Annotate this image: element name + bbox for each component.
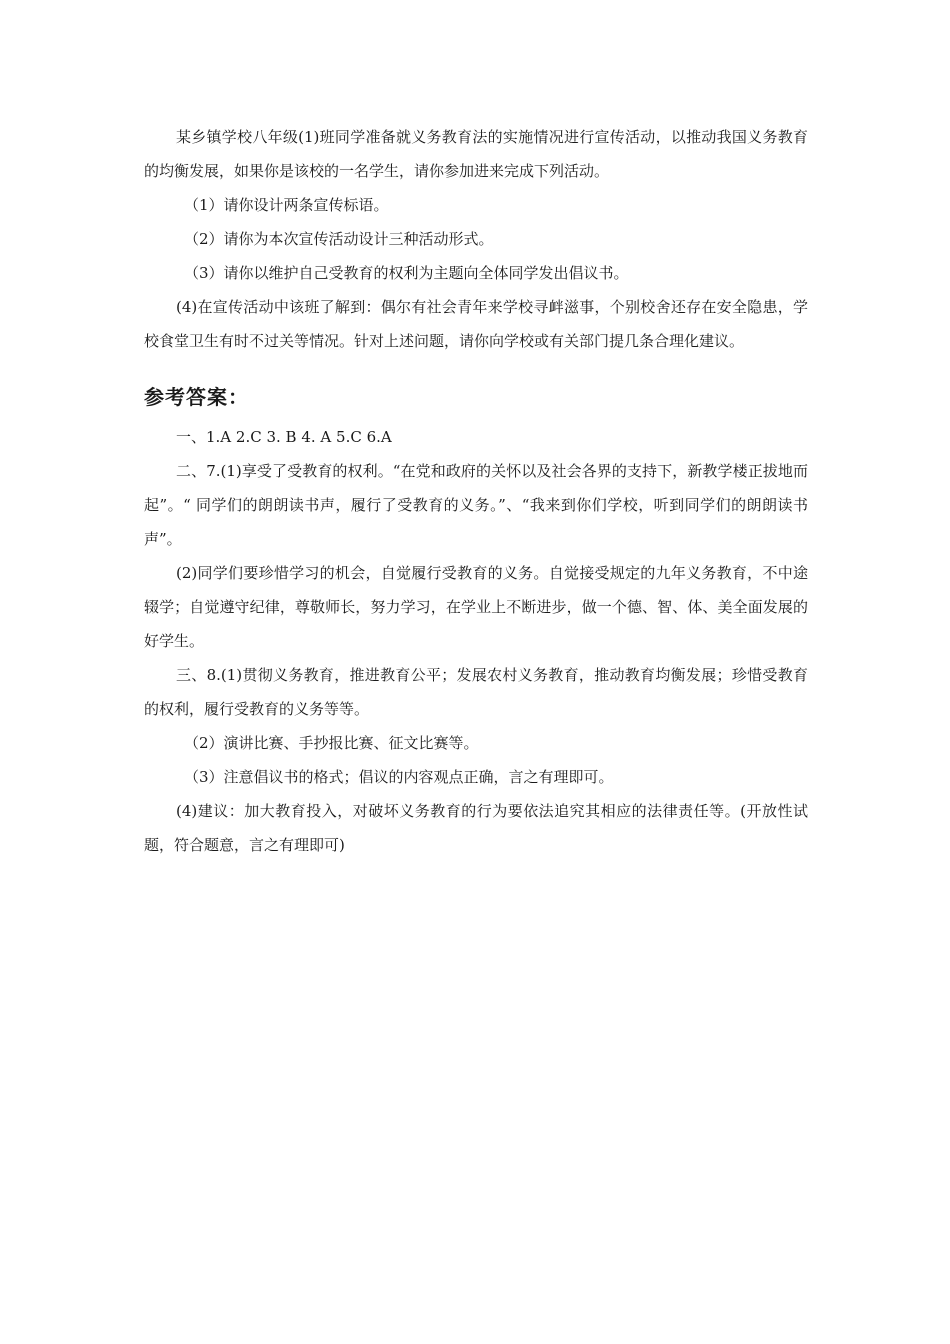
question-item-4: (4)在宣传活动中该班了解到：偶尔有社会青年来学校寻衅滋事，个别校舍还存在安全隐患，学校食堂卫生有时不过关等情况。针对上述问题，请你向学校或有关部门提几条合理化建议。 bbox=[144, 298, 808, 350]
answer-part-1: 一、1.A 2.C 3. B 4. A 5.C 6.A bbox=[176, 428, 392, 446]
question-item-3: （3）请你以维护自己受教育的权利为主题向全体同学发出倡议书。 bbox=[184, 264, 629, 282]
question-intro: 某乡镇学校八年级(1)班同学准备就义务教育法的实施情况进行宣传活动，以推动我国义务教育的均衡发展，如果你是该校的一名学生，请你参加进来完成下列活动。 bbox=[144, 128, 808, 180]
answer-part-2-2: (2)同学们要珍惜学习的机会，自觉履行受教育的义务。自觉接受规定的九年义务教育，不中途辍学；自觉遵守纪律，尊敬师长，努力学习，在学业上不断进步，做一个德、智、体、美全面发展的好学生。 bbox=[144, 564, 808, 650]
question-item-2: （2）请你为本次宣传活动设计三种活动形式。 bbox=[184, 230, 494, 248]
answers-heading: 参考答案： bbox=[144, 385, 249, 409]
document-content bbox=[144, 120, 808, 862]
answer-part-3-3: （3）注意倡议书的格式；倡议的内容观点正确，言之有理即可。 bbox=[184, 768, 614, 786]
section-spacer bbox=[144, 358, 808, 380]
answer-part-3-2: （2）演讲比赛、手抄报比赛、征文比赛等。 bbox=[184, 734, 479, 752]
question-item-1: （1）请你设计两条宣传标语。 bbox=[184, 196, 389, 214]
answer-part-3-4: (4)建议：加大教育投入，对破坏义务教育的行为要依法追究其相应的法律责任等。(开放性试题，符合题意，言之有理即可) bbox=[144, 802, 808, 854]
answer-part-2-1: 二、7.(1)享受了受教育的权利。“在党和政府的关怀以及社会各界的支持下，新教学楼正拔地而起”。“ 同学们的朗朗读书声，履行了受教育的义务。”、“我来到你们学校，听到同学们的朗朗读书声”。 bbox=[144, 462, 808, 548]
answer-part-3-1: 三、8.(1)贯彻义务教育，推进教育公平；发展农村义务教育，推动教育均衡发展；珍惜受教育的权利，履行受教育的义务等等。 bbox=[144, 666, 808, 718]
